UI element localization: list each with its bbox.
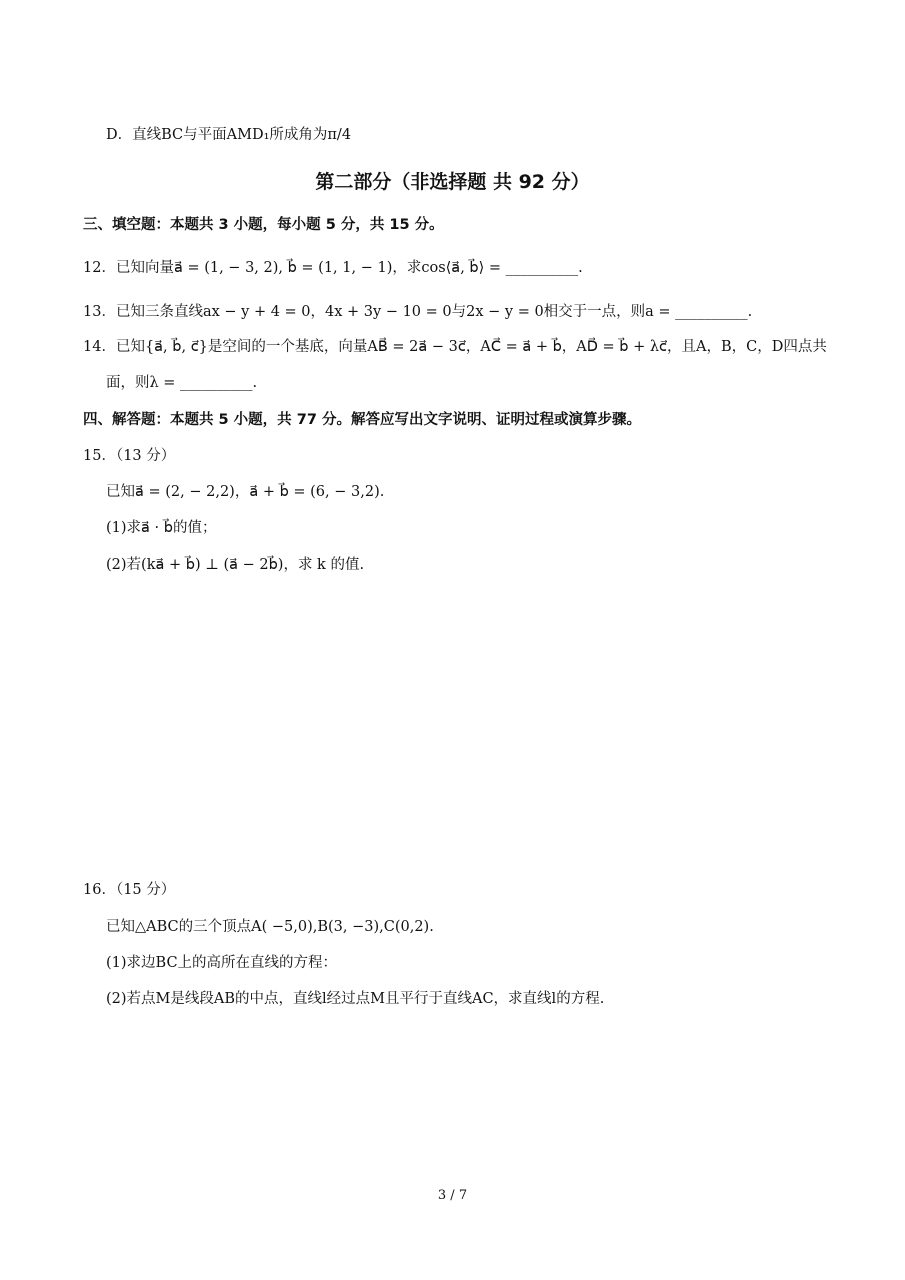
page-number: 3 / 7 — [437, 1188, 468, 1203]
question-15-given: 已知a⃗ = (2, − 2,2)，a⃗ + b⃗ = (6, − 3,2). — [106, 484, 385, 500]
question-15-title: 15．（13 分） — [83, 448, 176, 464]
question-14-line1: 14．已知{a⃗, b⃗, c⃗}是空间的一个基底，向量AB⃗ = 2a⃗ − 3c⃗，AC⃗ = a⃗ + b⃗，AD⃗ = b⃗ + λc⃗，且A，B，C，D四点共 — [83, 339, 827, 355]
question-16-given: 已知△ABC的三个顶点A( −5,0),B(3, −3),C(0,2). — [106, 919, 434, 935]
question-16-title: 16．（15 分） — [83, 882, 176, 898]
question-15-part2: (2)若(ka⃗ + b⃗) ⊥ (a⃗ − 2b⃗)，求 k 的值. — [106, 557, 365, 573]
question-12: 12．已知向量a⃗ = (1, − 3, 2), b⃗ = (1, 1, − 1)，求cos⟨a⃗, b⃗⟩ = __________. — [83, 260, 583, 276]
part-title: 第二部分（非选择题 共 92 分） — [315, 171, 590, 193]
question-16-part2: (2)若点M是线段AB的中点，直线l经过点M且平行于直线AC，求直线l的方程. — [106, 991, 605, 1007]
question-14-line2: 面，则λ = __________. — [106, 375, 258, 391]
question-13: 13．已知三条直线ax − y + 4 = 0，4x + 3y − 10 = 0与2x − y = 0相交于一点，则a = __________. — [83, 304, 753, 320]
option-d: D．直线BC与平面AMD₁所成角为π/4 — [106, 127, 352, 143]
question-16-part1: (1)求边BC上的高所在直线的方程： — [106, 955, 338, 971]
question-15-part1: (1)求a⃗ · b⃗的值； — [106, 520, 217, 536]
section3-header: 三、填空题：本题共 3 小题，每小题 5 分，共 15 分。 — [83, 217, 444, 233]
section4-header: 四、解答题：本题共 5 小题，共 77 分。解答应写出文字说明、证明过程或演算步骤。 — [83, 412, 641, 428]
